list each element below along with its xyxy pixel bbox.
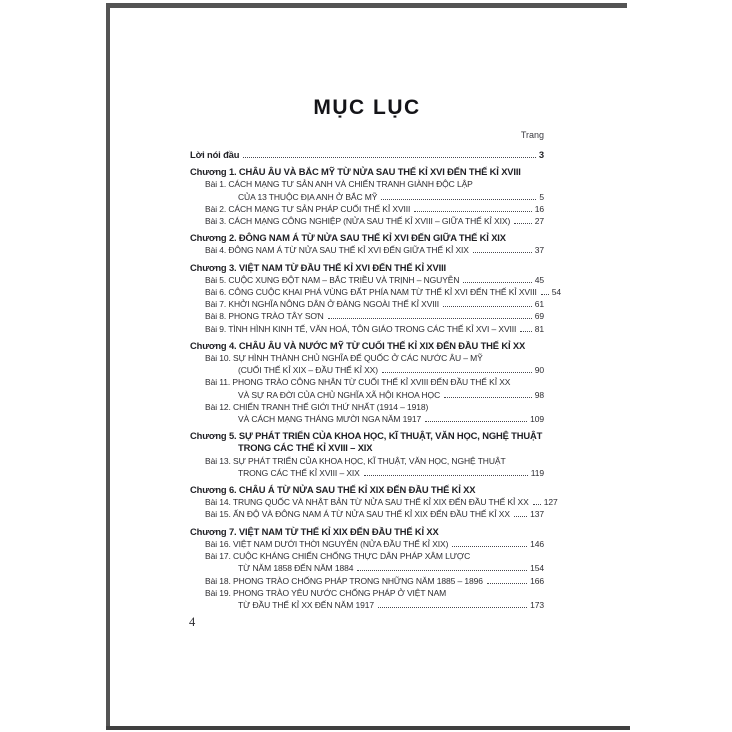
toc-lesson-entry bbox=[190, 274, 544, 286]
entry-text: Bài 18. PHONG TRÀO CHỐNG PHÁP TRONG NHỮNG NĂM 1885 – 1896 bbox=[205, 575, 483, 586]
toc-row bbox=[190, 455, 544, 467]
toc-lesson-entry bbox=[190, 286, 562, 298]
entry-page-number: 98 bbox=[534, 389, 544, 400]
toc-row bbox=[190, 538, 544, 550]
page-column-label: Trang bbox=[520, 130, 544, 140]
entry-text: (CUỐI THẾ KỈ XIX – ĐẦU THẾ KỈ XX) bbox=[238, 365, 378, 376]
entry-page-number: 173 bbox=[530, 599, 544, 610]
dot-leader bbox=[243, 157, 536, 158]
toc-row bbox=[190, 484, 544, 496]
toc-lesson-entry bbox=[190, 538, 544, 550]
toc-lesson-entry bbox=[190, 215, 544, 227]
toc-lesson-entry bbox=[190, 310, 544, 322]
toc-lesson-entry bbox=[190, 352, 544, 376]
toc-row bbox=[190, 364, 544, 376]
dot-leader bbox=[381, 199, 536, 200]
dot-leader bbox=[364, 475, 528, 476]
entry-text: TRONG CÁC THẾ KỈ XVIII – XIX bbox=[238, 442, 373, 454]
toc-chapter-entry bbox=[190, 484, 544, 496]
toc-row bbox=[190, 587, 544, 599]
entry-text: VÀ SỰ RA ĐỜI CỦA CHỦ NGHĨA XÃ HỘI KHOA HỌC bbox=[238, 389, 441, 400]
entry-page-number: 166 bbox=[530, 575, 544, 586]
entry-page-number: 127 bbox=[543, 497, 558, 508]
toc-row bbox=[190, 178, 544, 190]
dot-leader bbox=[463, 282, 531, 283]
toc-row bbox=[190, 298, 544, 310]
page-title: MỤC LỤC bbox=[313, 96, 421, 119]
toc-row bbox=[190, 575, 544, 587]
toc-row bbox=[190, 496, 558, 508]
entry-text: TỪ NĂM 1858 ĐẾN NĂM 1884 bbox=[238, 563, 354, 574]
toc-row bbox=[190, 215, 544, 227]
entry-text: Bài 3. CÁCH MẠNG CÔNG NGHIỆP (NỬA SAU THẾ KỈ XVIII – GIỮA THẾ KỈ XIX) bbox=[205, 216, 511, 227]
book-cover-top-edge bbox=[106, 3, 627, 8]
entry-page-number: 81 bbox=[534, 323, 544, 334]
entry-text: Bài 17. CUỘC KHÁNG CHIẾN CHỐNG THỰC DÂN PHÁP XÂM LƯỢC bbox=[205, 551, 471, 562]
entry-text: Chương 1. CHÂU ÂU VÀ BẮC MỸ TỪ NỬA SAU THẾ KỈ XVI ĐẾN THẾ KỈ XVIII bbox=[190, 166, 521, 178]
toc-list bbox=[190, 149, 562, 611]
toc-row bbox=[190, 262, 544, 274]
entry-text: Bài 14. TRUNG QUỐC VÀ NHẬT BẢN TỪ NỬA SAU THẾ KỈ XIX ĐẾN ĐẦU THẾ KỈ XX bbox=[205, 497, 529, 508]
entry-text: Bài 9. TÌNH HÌNH KINH TẾ, VĂN HOÁ, TÔN GIÁO TRONG CÁC THẾ KỈ XVI – XVIII bbox=[205, 323, 517, 334]
dot-leader bbox=[520, 331, 531, 332]
entry-text: Bài 6. CÔNG CUỘC KHAI PHÁ VÙNG ĐẤT PHÍA NAM TỪ THẾ KỈ XVI ĐẾN THẾ KỈ XVIII bbox=[205, 287, 537, 298]
toc-lesson-entry bbox=[190, 401, 544, 425]
toc-lesson-entry bbox=[190, 508, 544, 520]
entry-text: Chương 2. ĐÔNG NAM Á TỪ NỬA SAU THẾ KỈ XVI ĐẾN GIỮA THẾ KỈ XIX bbox=[190, 232, 506, 244]
entry-text: Bài 12. CHIẾN TRANH THẾ GIỚI THỨ NHẤT (1914 – 1918) bbox=[205, 401, 429, 412]
entry-text: Lời nói đầu bbox=[190, 149, 240, 160]
toc-row bbox=[190, 274, 544, 286]
toc-page bbox=[190, 96, 562, 611]
toc-lesson-entry bbox=[190, 244, 544, 256]
book-cover-left-edge bbox=[106, 3, 110, 730]
toc-lesson-entry bbox=[190, 298, 544, 310]
toc-row bbox=[190, 430, 544, 442]
toc-chapter-entry bbox=[190, 430, 544, 454]
toc-row bbox=[190, 401, 544, 413]
toc-row bbox=[190, 508, 544, 520]
toc-row bbox=[190, 352, 544, 364]
dot-leader bbox=[414, 211, 531, 212]
toc-lesson-entry bbox=[190, 550, 544, 574]
entry-page-number: 109 bbox=[530, 414, 544, 425]
toc-row bbox=[190, 389, 544, 401]
toc-row bbox=[190, 323, 544, 335]
toc-row bbox=[190, 310, 544, 322]
dot-leader bbox=[328, 318, 532, 319]
entry-text: Chương 6. CHÂU Á TỪ NỬA SAU THẾ KỈ XIX ĐẾN ĐẦU THẾ KỈ XX bbox=[190, 484, 476, 496]
toc-lesson-entry bbox=[190, 587, 544, 611]
book-cover-bottom-edge bbox=[106, 726, 630, 730]
entry-page-number: 45 bbox=[534, 274, 544, 285]
toc-row bbox=[190, 149, 544, 161]
entry-text: Bài 4. ĐÔNG NAM Á TỪ NỬA SAU THẾ KỈ XVI ĐẾN GIỮA THẾ KỈ XIX bbox=[205, 245, 469, 256]
entry-text: Bài 11. PHONG TRÀO CÔNG NHÂN TỪ CUỐI THẾ KỈ XVIII ĐẾN ĐẦU THẾ KỈ XX bbox=[205, 377, 511, 388]
dot-leader bbox=[382, 372, 532, 373]
toc-lesson-entry bbox=[190, 455, 544, 479]
toc-front-entry bbox=[190, 149, 544, 161]
toc-row bbox=[190, 340, 544, 352]
entry-text: Bài 8. PHONG TRÀO TÂY SƠN bbox=[205, 311, 324, 322]
entry-text: Bài 1. CÁCH MẠNG TƯ SẢN ANH VÀ CHIẾN TRANH GIÀNH ĐỘC LẬP bbox=[205, 179, 473, 190]
entry-page-number: 154 bbox=[530, 563, 544, 574]
toc-row bbox=[190, 442, 544, 454]
toc-row bbox=[190, 599, 544, 611]
entry-text: TRONG CÁC THẾ KỈ XVIII – XIX bbox=[238, 467, 360, 478]
entry-text: Bài 13. SỰ PHÁT TRIỂN CỦA KHOA HỌC, KĨ THUẬT, VĂN HỌC, NGHỆ THUẬT bbox=[205, 455, 506, 466]
entry-page-number: 16 bbox=[534, 203, 544, 214]
toc-lesson-entry bbox=[190, 178, 544, 202]
toc-row bbox=[190, 244, 544, 256]
dot-leader bbox=[443, 306, 532, 307]
entry-text: Chương 5. SỰ PHÁT TRIỂN CỦA KHOA HỌC, KĨ THUẬT, VĂN HỌC, NGHỆ THUẬT bbox=[190, 430, 543, 442]
entry-text: Chương 3. VIỆT NAM TỪ ĐẦU THẾ KỈ XVI ĐẾN THẾ KỈ XVIII bbox=[190, 261, 447, 273]
entry-page-number: 54 bbox=[551, 287, 562, 298]
entry-page-number: 146 bbox=[530, 538, 544, 549]
dot-leader bbox=[378, 607, 527, 608]
toc-row bbox=[190, 232, 544, 244]
entry-text: Chương 4. CHÂU ÂU VÀ NƯỚC MỸ TỪ CUỐI THẾ KỈ XIX ĐẾN ĐẦU THẾ KỈ XX bbox=[190, 339, 526, 351]
entry-text: CỦA 13 THUỘC ĐỊA ANH Ở BẮC MỸ bbox=[238, 191, 378, 202]
toc-lesson-entry bbox=[190, 376, 544, 400]
toc-row bbox=[190, 562, 544, 574]
folio-page-number: 4 bbox=[189, 615, 196, 629]
toc-chapter-entry bbox=[190, 166, 544, 178]
entry-text: TỪ ĐẦU THẾ KỈ XX ĐẾN NĂM 1917 bbox=[238, 599, 374, 610]
entry-page-number: 5 bbox=[539, 191, 544, 202]
dot-leader bbox=[533, 504, 541, 505]
toc-lesson-entry bbox=[190, 575, 544, 587]
entry-text: Bài 10. SỰ HÌNH THÀNH CHỦ NGHĨA ĐẾ QUỐC Ở CÁC NƯỚC ÂU – MỸ bbox=[205, 353, 483, 364]
entry-page-number: 3 bbox=[538, 149, 544, 160]
entry-text: Chương 7. VIỆT NAM TỪ THẾ KỈ XIX ĐẾN ĐẦU THẾ KỈ XX bbox=[190, 525, 439, 537]
toc-chapter-entry bbox=[190, 262, 544, 274]
entry-text: Bài 16. VIỆT NAM DƯỚI THỜI NGUYỄN (NỬA ĐẦU THẾ KỈ XIX) bbox=[205, 538, 449, 549]
toc-row bbox=[190, 203, 544, 215]
toc-row bbox=[190, 191, 544, 203]
toc-row bbox=[190, 413, 544, 425]
toc-lesson-entry bbox=[190, 323, 544, 335]
entry-text: Bài 2. CÁCH MẠNG TƯ SẢN PHÁP CUỐI THẾ KỈ XVIII bbox=[205, 203, 411, 214]
toc-row bbox=[190, 467, 544, 479]
toc-row bbox=[190, 166, 544, 178]
entry-text: Bài 7. KHỞI NGHĨA NÔNG DÂN Ở ĐÀNG NGOÀI THẾ KỈ XVIII bbox=[205, 299, 440, 310]
entry-page-number: 137 bbox=[530, 509, 544, 520]
toc-row bbox=[190, 550, 544, 562]
dot-leader bbox=[541, 294, 549, 295]
entry-text: VÀ CÁCH MẠNG THÁNG MƯỜI NGA NĂM 1917 bbox=[238, 414, 422, 425]
dot-leader bbox=[473, 252, 532, 253]
entry-text: Bài 5. CUỘC XUNG ĐỘT NAM – BẮC TRIỀU VÀ TRỊNH – NGUYỄN bbox=[205, 274, 460, 285]
dot-leader bbox=[452, 546, 527, 547]
entry-page-number: 69 bbox=[534, 311, 544, 322]
toc-row bbox=[190, 286, 562, 298]
toc-chapter-entry bbox=[190, 232, 544, 244]
dot-leader bbox=[487, 583, 527, 584]
entry-page-number: 37 bbox=[534, 245, 544, 256]
entry-text: Bài 15. ẤN ĐỘ VÀ ĐÔNG NAM Á TỪ NỬA SAU THẾ KỈ XIX ĐẾN ĐẦU THẾ KỈ XX bbox=[205, 509, 510, 520]
toc-chapter-entry bbox=[190, 340, 544, 352]
dot-leader bbox=[514, 516, 527, 517]
toc-row bbox=[190, 376, 544, 388]
dot-leader bbox=[514, 223, 532, 224]
toc-lesson-entry bbox=[190, 203, 544, 215]
toc-chapter-entry bbox=[190, 526, 544, 538]
entry-text: Bài 19. PHONG TRÀO YÊU NƯỚC CHỐNG PHÁP Ở VIỆT NAM bbox=[205, 587, 447, 598]
entry-page-number: 119 bbox=[530, 467, 544, 478]
entry-page-number: 27 bbox=[534, 216, 544, 227]
entry-page-number: 61 bbox=[534, 299, 544, 310]
dot-leader bbox=[357, 570, 527, 571]
toc-lesson-entry bbox=[190, 496, 558, 508]
toc-row bbox=[190, 526, 544, 538]
dot-leader bbox=[425, 421, 527, 422]
entry-page-number: 90 bbox=[534, 365, 544, 376]
dot-leader bbox=[444, 397, 532, 398]
